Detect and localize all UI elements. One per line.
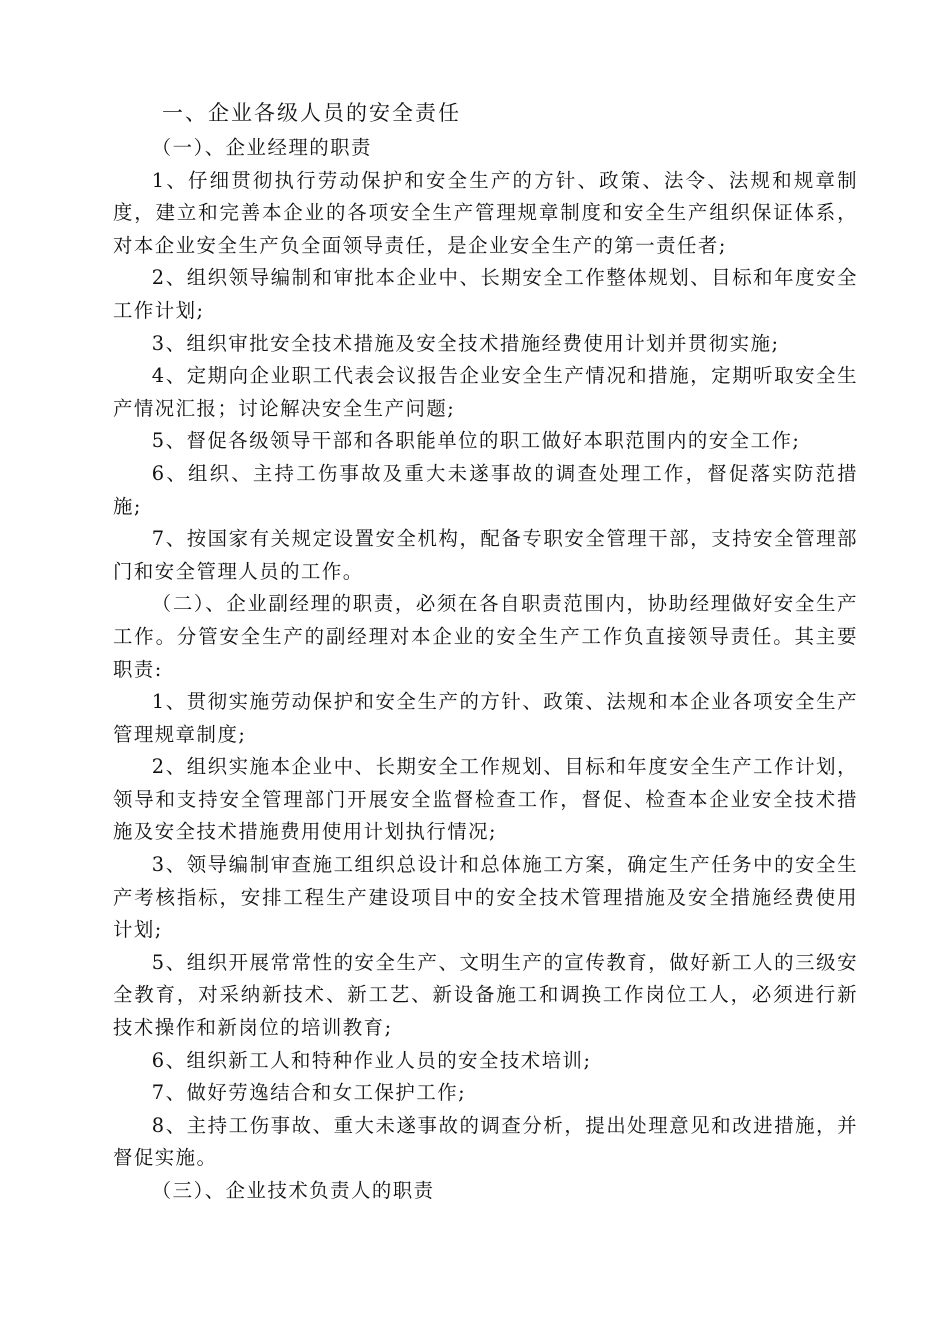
paragraph-manager-duty-6: 6、组织、主持工伤事故及重大未遂事故的调查处理工作，督促落实防范措施; — [113, 461, 858, 518]
document-body — [113, 96, 858, 1208]
paragraph-deputy-duty-2: 2、组织实施本企业中、长期安全工作规划、目标和年度安全生产工作计划，领导和支持安全管理部门开展安全监督检查工作，督促、检查本企业安全技术措施及安全技术措施费用使用计划执行情况; — [113, 755, 858, 844]
paragraph-deputy-duty-6: 6、组织新工人和特种作业人员的安全技术培训; — [151, 1048, 592, 1072]
paragraph-deputy-duty-5: 5、组织开展常常性的安全生产、文明生产的宣传教育，做好新工人的三级安全教育，对采纳新技术、新工艺、新设备施工和调换工作岗位工人，必须进行新技术操作和新岗位的培训教育; — [113, 950, 858, 1040]
paragraph-deputy-duty-8: 8、主持工伤事故、重大未遂事故的调查分析，提出处理意见和改进措施，并督促实施。 — [113, 1113, 858, 1170]
paragraph-manager-duty-4: 4、定期向企业职工代表会议报告企业安全生产情况和措施，定期听取安全生产情况汇报；讨论解决安全生产问题; — [113, 364, 858, 420]
subsection-heading-technical-lead: （三）、企业技术负责人的职责 — [151, 1179, 435, 1202]
paragraph-manager-duty-2: 2、组织领导编制和审批本企业中、长期安全工作整体规划、目标和年度安全工作计划; — [113, 266, 858, 322]
subsection-deputy-manager: （二）、企业副经理的职责，必须在各自职责范围内，协助经理做好安全生产工作。分管安全生产的副经理对本企业的安全生产工作负直接领导责任。其主要职责: — [113, 592, 858, 681]
subsection-heading-manager: （一）、企业经理的职责 — [151, 136, 372, 159]
paragraph-manager-duty-7: 7、按国家有关规定设置安全机构，配备专职安全管理干部，支持安全管理部门和安全管理人员的工作。 — [113, 527, 858, 583]
paragraph-manager-duty-1: 1、仔细贯彻执行劳动保护和安全生产的方针、政策、法令、法规和规章制度，建立和完善本企业的各项安全生产管理规章制度和安全生产组织保证体系，对本企业安全生产负全面领导责任，是企业安全生产的第一责任者; — [113, 168, 858, 257]
paragraph-deputy-duty-3: 3、领导编制审查施工组织总设计和总体施工方案，确定生产任务中的安全生产考核指标，安排工程生产建设项目中的安全技术管理措施及安全措施经费使用计划; — [113, 853, 858, 942]
paragraph-manager-duty-5: 5、督促各级领导干部和各职能单位的职工做好本职范围内的安全工作; — [151, 429, 801, 453]
paragraph-manager-duty-3: 3、组织审批安全技术措施及安全技术措施经费使用计划并贯彻实施; — [151, 331, 780, 355]
paragraph-deputy-duty-1: 1、贯彻实施劳动保护和安全生产的方针、政策、法规和本企业各项安全生产管理规章制度; — [113, 690, 858, 746]
paragraph-deputy-duty-7: 7、做好劳逸结合和女工保护工作; — [151, 1081, 467, 1105]
section-heading: 一、企业各级人员的安全责任 — [162, 101, 461, 125]
